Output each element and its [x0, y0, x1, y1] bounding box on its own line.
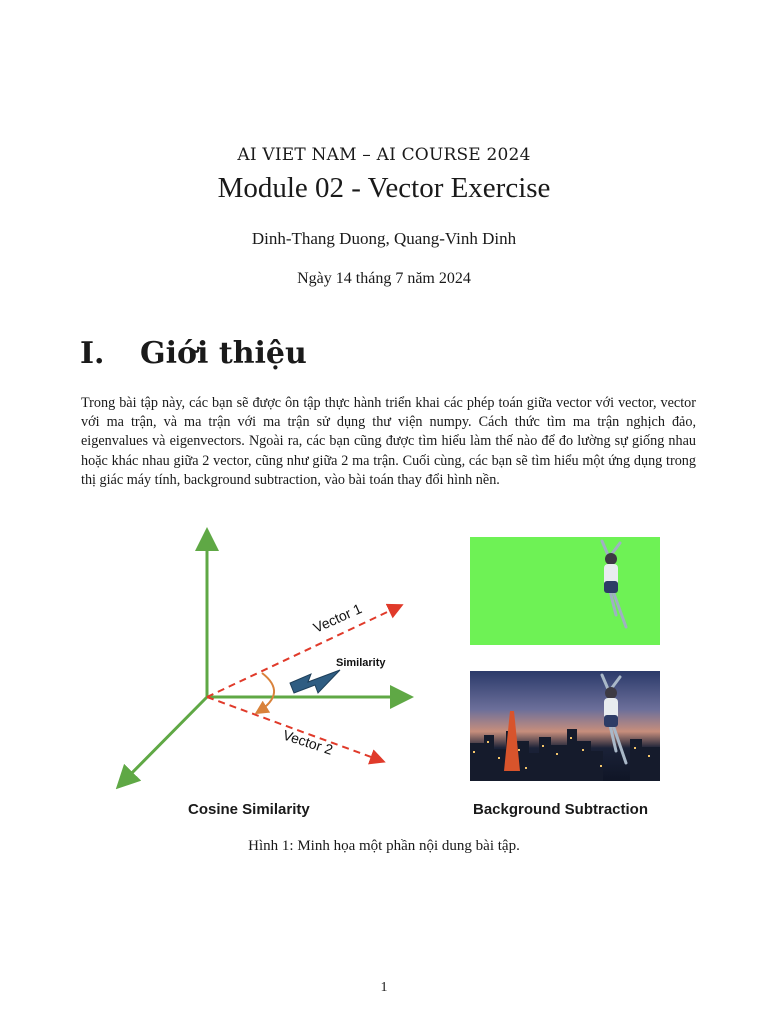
page-number: 1 — [380, 980, 388, 995]
cosine-similarity-diagram — [110, 525, 430, 795]
green-screen-image — [470, 537, 660, 645]
authors: Dinh-Thang Duong, Quang-Vinh Dinh — [251, 229, 517, 248]
axis-depth — [120, 697, 207, 785]
intro-paragraph: Trong bài tập này, các bạn sẽ được ôn tập thực hành triển khai các phép toán giữa vector với vector, vector với ma trận, và ma trận với ma trận sử dụng thư viện numpy. Cách thức tìm ma trận nghịch đảo, eigenvalues và eigenvectors. Ngoài ra, các bạn cũng được tìm hiểu làm thế nào để đo lường sự giống nhau hoặc khác nhau giữa 2 vector, cũng như giữa 2 ma trận. Cuối cùng, các bạn sẽ tìm hiểu một ứng dụng trong thị giác máy tính, background subtraction, vào bài toán thay đổi hình nền. — [81, 395, 696, 488]
vector-2-label: Vector 2 — [281, 726, 335, 758]
similarity-arc — [258, 673, 274, 712]
vector-1-label: Vector 1 — [310, 600, 365, 636]
similarity-label: Similarity — [336, 657, 386, 669]
city-skyline — [470, 671, 660, 781]
date: Ngày 14 tháng 7 năm 2024 — [297, 270, 471, 287]
section-heading — [80, 336, 307, 371]
city-background-image — [470, 671, 660, 781]
page-title: Module 02 - Vector Exercise — [217, 172, 551, 204]
similarity-arrow — [290, 670, 340, 693]
figure-person-icon — [470, 537, 660, 645]
course-header: AI VIET NAM – AI COURSE 2024 — [237, 145, 531, 165]
background-subtraction-label: Background Subtraction — [473, 801, 649, 818]
section-title: Giới thiệu — [140, 336, 307, 371]
figure — [110, 525, 670, 825]
section-number: I. — [80, 336, 105, 371]
figure-caption: Hình 1: Minh họa một phần nội dung bài tập. — [248, 838, 520, 854]
cosine-similarity-label: Cosine Similarity — [188, 801, 310, 818]
